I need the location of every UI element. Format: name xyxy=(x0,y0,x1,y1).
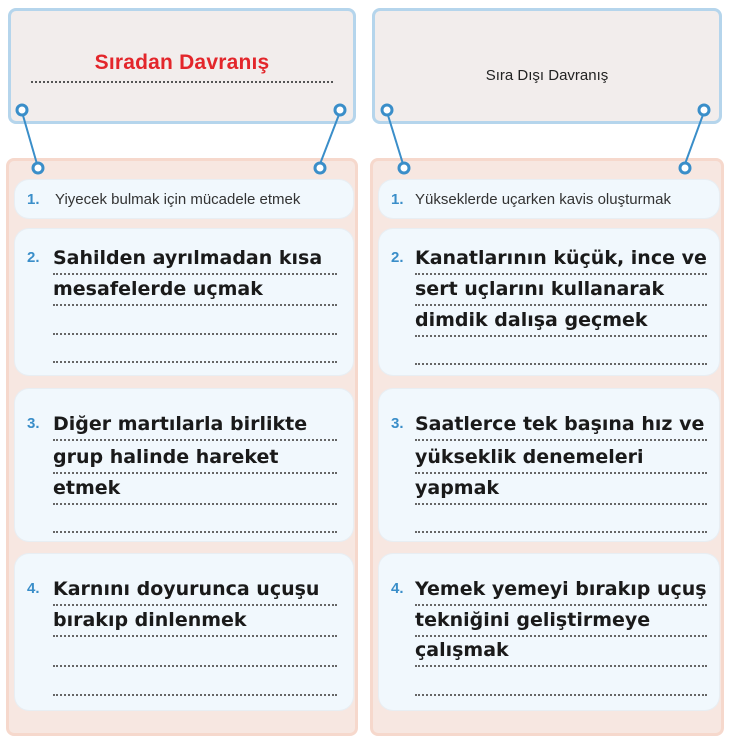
answer-line: Kanatlarının küçük, ince ve xyxy=(415,243,707,275)
item-number: 2. xyxy=(391,249,404,266)
ring-icon xyxy=(335,105,345,115)
item-text: Yiyecek bulmak için mücadele etmek xyxy=(55,191,301,208)
ring-icon xyxy=(17,105,27,115)
item-number: 1. xyxy=(27,191,40,208)
item-number: 1. xyxy=(391,191,404,208)
connector-line xyxy=(22,112,37,164)
answer-line: bırakıp dinlenmek xyxy=(53,605,337,637)
ring-icon xyxy=(680,163,690,173)
ring-icon xyxy=(399,163,409,173)
answer-line: Karnını doyurunca uçuşu xyxy=(53,574,337,606)
answer-line: tekniğini geliştirmeye xyxy=(415,605,707,637)
extraordinary-behavior-title: Sıra Dışı Davranış xyxy=(485,67,609,84)
answer-line: çalışmak xyxy=(415,635,707,667)
answer-line: yapmak xyxy=(415,473,707,505)
ring-icon xyxy=(315,163,325,173)
connector-line xyxy=(387,112,403,164)
answer-line: Diğer martılarla birlikte xyxy=(53,409,337,441)
answer-line: Saatlerce tek başına hız ve xyxy=(415,409,707,441)
ring-icon xyxy=(699,105,709,115)
ring-icon xyxy=(33,163,43,173)
item-number: 3. xyxy=(391,415,404,432)
item-number: 2. xyxy=(27,249,40,266)
item-number: 4. xyxy=(391,580,404,597)
item-number: 3. xyxy=(27,415,40,432)
connector-line xyxy=(685,112,704,164)
answer-line: Yemek yemeyi bırakıp uçuş xyxy=(415,574,707,606)
connector-line xyxy=(320,112,340,164)
answer-line: etmek xyxy=(53,473,337,505)
ring-icon xyxy=(382,105,392,115)
answer-line: Sahilden ayrılmadan kısa xyxy=(53,243,337,275)
item-number: 4. xyxy=(27,580,40,597)
answer-line: dimdik dalışa geçmek xyxy=(415,305,707,337)
item-text: Yükseklerde uçarken kavis oluşturmak xyxy=(415,191,671,208)
ordinary-behavior-title: Sıradan Davranış xyxy=(94,51,270,74)
answer-line: yükseklik denemeleri xyxy=(415,442,707,474)
answer-line: sert uçlarını kullanarak xyxy=(415,274,707,306)
answer-line: mesafelerde uçmak xyxy=(53,274,337,306)
answer-line: grup halinde hareket xyxy=(53,442,337,474)
